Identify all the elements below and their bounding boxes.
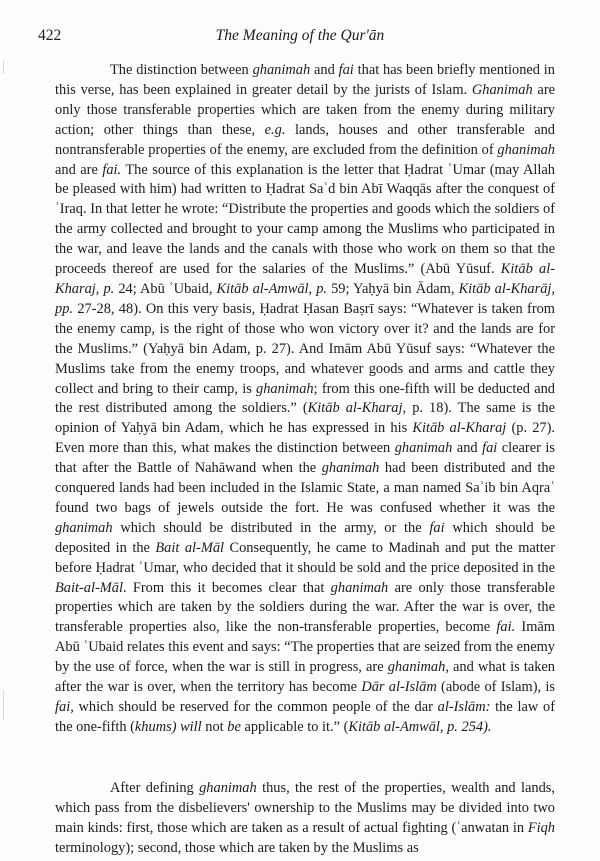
italic-term: Dār al-Islām xyxy=(361,679,437,696)
text-run: had been distributed and the conquered lands had been included in the Islamic State, a man named Saʾib bin Aqraʿ found two bags of jewels outside the fort. He was confused whether it was the xyxy=(55,460,556,516)
text-run: 59; Yaḥyā bin Ādam, xyxy=(327,280,459,297)
text-run: . From this it becomes clear that xyxy=(122,579,331,596)
text-run: and xyxy=(452,440,483,457)
italic-term: ghanimah xyxy=(330,579,389,596)
page-header xyxy=(38,27,562,47)
text-run: thus, the rest of the properties, wealth and lands, which pass from the disbelievers' ownership to the Muslims may be divided into two main kinds: first, those which are taken as a result of actual fighting (ʿanwatan in xyxy=(55,780,555,836)
italic-term: fai. xyxy=(102,161,122,178)
text-run: lands, houses and other transferable and nontransferable properties of the enemy, are excluded from the definition of xyxy=(55,121,555,158)
text-run: and are xyxy=(55,161,103,178)
italic-term: fai xyxy=(482,440,498,457)
italic-term: ghanimah xyxy=(394,440,453,457)
text-run: The distinction between xyxy=(110,62,253,78)
italic-term: ghanimah xyxy=(252,62,311,78)
text-run: The source of this explanation is the letter that Ḥadrat ʿUmar (may Allah be pleased with him) had written to Ḥadrat Saʿd bin Abī Waqqās after the conquest of ʿIraq. In that letter he wrote: “Distribute the properties and goods which the soldiers of the army collected and brought to your camp among the Muslims who participated in the war, and leave the lands and the canals with those who work on them so that the proceeds thereof are used for the salaries of the Muslims.” (Abū Yūsuf. xyxy=(55,161,555,278)
italic-term: be xyxy=(227,718,241,735)
text-run: and xyxy=(310,62,339,78)
text-run: ; from this one-fifth will be deducted and the rest distributed among the soldiers.” ( xyxy=(55,380,555,417)
text-run: 27-28, 48). On this very basis, Ḥadrat Ḥasan Baṣrī says: “Whatever is taken from the enemy camp, is the right of those who won victory over it? and the lands are for the Muslims.” (Yaḥyā bin Adam, p. 27). And Imām Abū Yūsuf says: “Whatever the Muslims take from the enemy troops, and whatever goods and arms and cattle they collect and bring to their camp, is xyxy=(55,300,555,397)
running-title: The Meaning of the Qur'ān xyxy=(215,27,385,44)
text-run: that has been briefly mentioned in this verse, has been explained in greater detail by the jurists of Islam. xyxy=(55,62,555,98)
scan-edge-mark xyxy=(3,690,4,720)
italic-term: Bait-al-Māl xyxy=(55,579,123,596)
italic-term: ghanimah xyxy=(321,460,380,477)
italic-term: Kitāb al-Kharaj, p. xyxy=(55,261,555,297)
text-run: , and what is taken after the war is over, when the territory has become xyxy=(55,659,555,696)
text-run: which should be reserved for the common people of the dar xyxy=(73,699,438,715)
italic-term: Kitāb al-Kharaj xyxy=(412,420,507,437)
italic-term: e.g. xyxy=(264,121,286,138)
text-run: (p. 27). Even more than this, what makes the distinction between xyxy=(55,420,555,457)
text-run: terminology); second, those which are taken by the Muslims as xyxy=(55,839,419,856)
italic-term: ghanimah xyxy=(387,659,446,676)
italic-term: fai xyxy=(338,62,354,78)
text-run: applicable to it.” ( xyxy=(240,718,349,735)
text-run: not xyxy=(201,718,228,735)
text-run: which should be distributed in the army, or the xyxy=(112,519,430,536)
text-run: 24; Abū ʿUbaid, xyxy=(114,280,217,297)
body-paragraph-1 xyxy=(55,61,555,738)
italic-term: ghanimah xyxy=(497,141,555,158)
text-run: After defining xyxy=(110,780,200,796)
italic-term: Bait al-Māl xyxy=(155,539,225,556)
text-run: Imām Abū ʿUbaid relates this event and says: “The properties that are seized from the enemy by the use of force, when the war is still in progress, are xyxy=(55,619,555,676)
italic-term: ghanimah xyxy=(256,380,314,397)
italic-term: khums) will xyxy=(134,718,202,735)
italic-term: ghanimah xyxy=(55,519,113,536)
text-run: , p. 18). The same is the opinion of Yaḥyā bin Adam, which he has expressed in his xyxy=(55,400,556,437)
italic-term: Kitāb al-Kharāj, pp. xyxy=(55,280,555,317)
italic-term: fai xyxy=(429,519,445,536)
body-paragraph-2 xyxy=(55,779,555,859)
text-run: which should be deposited in the xyxy=(55,519,555,556)
italic-term: fai. xyxy=(496,619,516,636)
italic-term: ghanimah xyxy=(199,780,257,796)
text-run: the law of the one-fifth ( xyxy=(55,699,556,735)
text-run: are only those transferable properties which are taken from the enemy during military action; other things than these, xyxy=(55,81,555,138)
scan-edge-mark xyxy=(3,60,4,74)
italic-term: Kitāb al-Amwāl, p. 254). xyxy=(348,718,492,735)
italic-term: al-Islām: xyxy=(437,699,491,715)
text-run: are only those transferable properties which are taken by the soldiers during the war. After the war is over, the transferable properties also, like the non-transferable properties, become xyxy=(55,579,555,636)
italic-term: Kitāb al-Kharaj xyxy=(307,400,403,417)
page-number: 422 xyxy=(38,27,62,44)
italic-term: Ghanimah xyxy=(471,81,533,98)
italic-term: Fiqh xyxy=(527,819,555,836)
italic-term: fai, xyxy=(55,699,74,715)
italic-term: Kitāb al-Amwāl, p. xyxy=(216,280,328,297)
text-run: (abode of Islam), is xyxy=(436,679,555,696)
text-run: Consequently, he came to Madinah and put the matter before Ḥadrat ʿUmar, who decided that it should be sold and the price deposited in the xyxy=(55,539,555,576)
text-run: clearer is that after the Battle of Nahāwand when the xyxy=(55,440,555,477)
